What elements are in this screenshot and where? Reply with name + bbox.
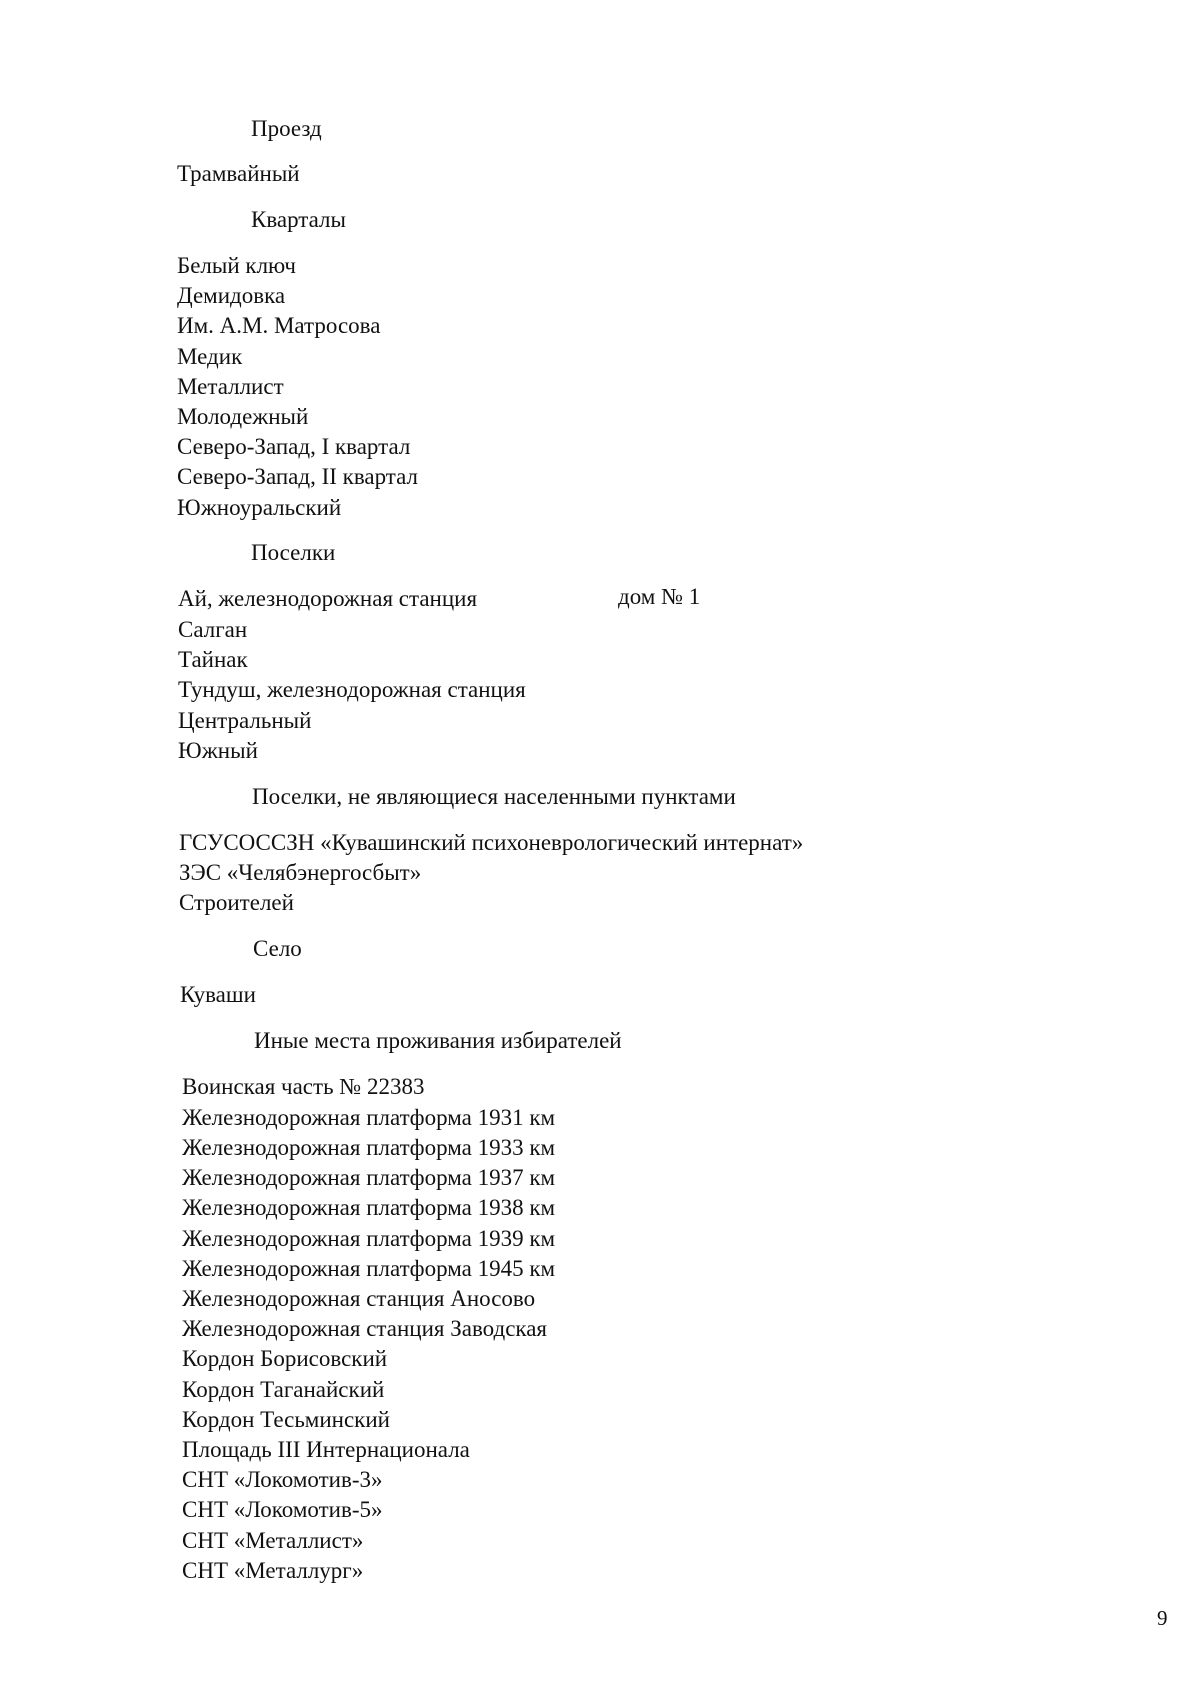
- list-item: СНТ «Локомотив-5»: [182, 1497, 383, 1522]
- list-item: Железнодорожная платформа 1933 км: [182, 1135, 556, 1160]
- list-item: Северо-Запад, II квартал: [177, 464, 418, 489]
- list-item: Молодежный: [177, 404, 309, 429]
- section-heading-proezd: Проезд: [251, 116, 322, 141]
- list-item: Куваши: [180, 982, 256, 1007]
- list-item: Площадь III Интернационала: [182, 1437, 470, 1462]
- section-heading-poselki-ne-np: Поселки, не являющиеся населенными пунктами: [252, 784, 736, 809]
- list-item: Медик: [177, 344, 243, 369]
- list-item: Железнодорожная станция Аносово: [182, 1286, 536, 1311]
- list-item: Воинская часть № 22383: [182, 1074, 425, 1099]
- list-item: Им. А.М. Матросова: [177, 313, 381, 338]
- list-item: Тундуш, железнодорожная станция: [178, 677, 526, 702]
- list-item: Металлист: [177, 374, 284, 399]
- list-item: Центральный: [178, 708, 312, 733]
- list-item-note: дом № 1: [618, 584, 701, 609]
- list-item: Тайнак: [178, 647, 248, 672]
- list-item: Северо-Запад, I квартал: [177, 434, 411, 459]
- section-heading-inye: Иные места проживания избирателей: [254, 1028, 622, 1053]
- list-item: СНТ «Локомотив-3»: [182, 1467, 383, 1492]
- list-item: Кордон Борисовский: [182, 1346, 388, 1371]
- list-item: Белый ключ: [177, 253, 296, 278]
- section-heading-poselki: Поселки: [251, 540, 336, 565]
- list-item: Железнодорожная платформа 1937 км: [182, 1165, 556, 1190]
- section-heading-selo: Село: [253, 936, 302, 961]
- list-item: Кордон Таганайский: [182, 1377, 385, 1402]
- list-item: Южный: [178, 738, 258, 763]
- list-item: Салган: [178, 617, 248, 642]
- list-item: Кордон Тесьминский: [182, 1407, 390, 1432]
- list-item: Железнодорожная платформа 1931 км: [182, 1105, 556, 1130]
- list-item: Строителей: [179, 890, 294, 915]
- page-number: 9: [1157, 1606, 1168, 1630]
- list-item: Железнодорожная платформа 1938 км: [182, 1195, 556, 1220]
- list-item: Южноуральский: [177, 495, 342, 520]
- list-item: СНТ «Металлург»: [182, 1558, 364, 1583]
- list-item: Железнодорожная платформа 1939 км: [182, 1226, 556, 1251]
- list-item: ГСУСОССЗН «Кувашинский психоневрологический интернат»: [179, 830, 804, 855]
- list-item: Железнодорожная станция Заводская: [182, 1316, 548, 1341]
- list-item: ЗЭС «Челябэнергосбыт»: [179, 860, 422, 885]
- list-item: Трамвайный: [177, 161, 300, 186]
- list-item: СНТ «Металлист»: [182, 1528, 364, 1553]
- list-item: Демидовка: [177, 283, 286, 308]
- list-item: Железнодорожная платформа 1945 км: [182, 1256, 556, 1281]
- list-item: Ай, железнодорожная станция: [178, 586, 478, 611]
- section-heading-kvartaly: Кварталы: [251, 207, 346, 232]
